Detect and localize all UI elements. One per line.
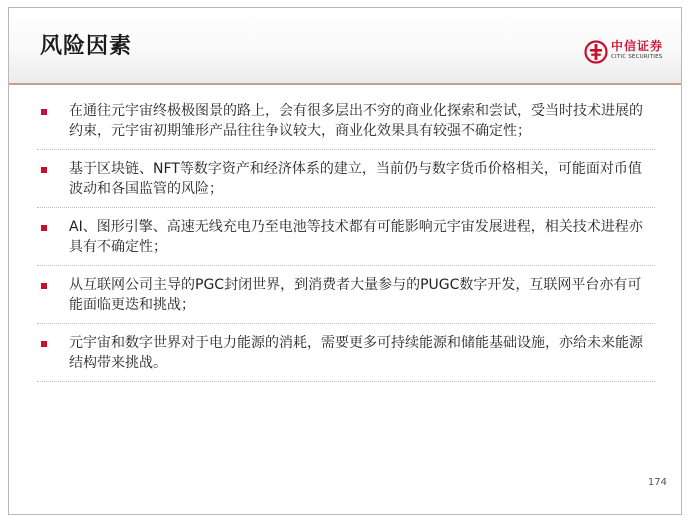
bullet-item: [37, 156, 655, 208]
bullet-list: [37, 98, 655, 388]
bullet-text: 元宇宙和数字世界对于电力能源的消耗，需要更多可持续能源和储能基础设施，亦给未来能源结构带来挑战。: [69, 335, 643, 371]
square-bullet-icon: [41, 167, 47, 173]
square-bullet-icon: [41, 109, 47, 115]
bullet-item: [37, 272, 655, 324]
bullet-text: AI、图形引擎、高速无线充电乃至电池等技术都有可能影响元宇宙发展进程，相关技术进程亦具有不确定性；: [69, 219, 643, 255]
bullet-text: 在通往元宇宙终极极图景的路上，会有很多层出不穷的商业化探索和尝试，受当时技术进展的约束，元宇宙初期雏形产品往往争议较大，商业化效果具有较强不确定性；: [69, 103, 643, 139]
bullet-text: 基于区块链、NFT等数字资产和经济体系的建立，当前仍与数字货币价格相关，可能面对币值波动和各国监管的风险；: [69, 161, 642, 197]
page-number: 174: [647, 477, 667, 488]
logo-chinese-text: 中信证券: [611, 39, 664, 53]
citic-logo-icon: [584, 40, 608, 64]
slide: [8, 7, 682, 515]
slide-header: [9, 8, 681, 83]
bullet-text: 从互联网公司主导的PGC封闭世界，到消费者大量参与的PUGC数字开发，互联网平台亦有可能面临更迭和挑战；: [69, 277, 642, 313]
square-bullet-icon: [41, 225, 47, 231]
logo-english-text: CITIC SECURITIES: [611, 54, 663, 60]
slide-title: 风险因素: [40, 34, 133, 59]
square-bullet-icon: [41, 341, 47, 347]
citic-securities-logo: [584, 38, 676, 68]
header-divider: [9, 83, 681, 85]
bullet-item: [37, 330, 655, 382]
bullet-item: [37, 98, 655, 150]
square-bullet-icon: [41, 283, 47, 289]
bullet-item: [37, 214, 655, 266]
